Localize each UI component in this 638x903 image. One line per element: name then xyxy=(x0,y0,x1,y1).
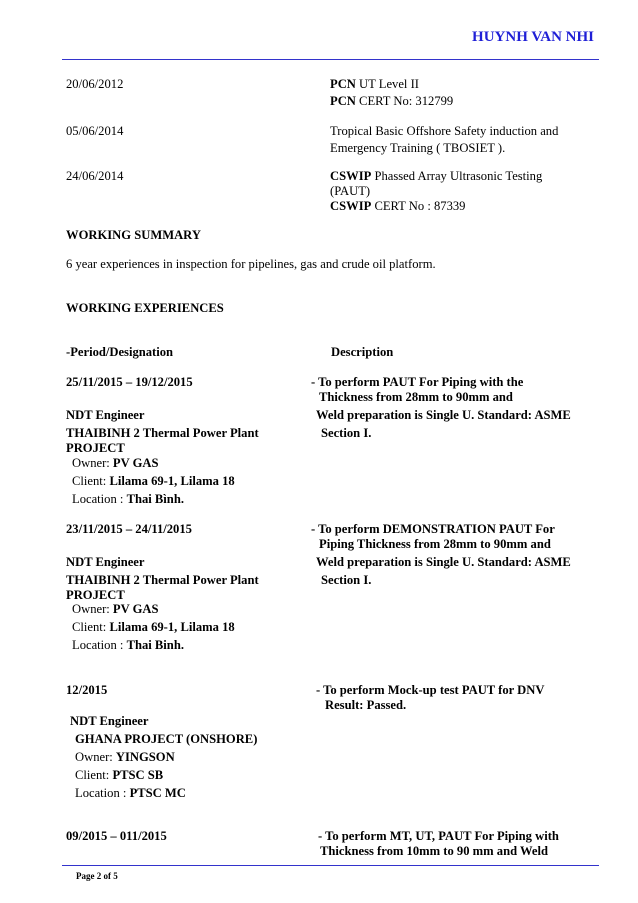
experience-owner: Owner: PV GAS xyxy=(72,602,159,616)
experience-role: NDT Engineer xyxy=(70,714,149,728)
experience-client: Client: Lilama 69-1, Lilama 18 xyxy=(72,620,235,634)
experience-period: 12/2015 xyxy=(66,683,108,697)
experience-project: PROJECT xyxy=(66,588,125,602)
cert-date: 05/06/2014 xyxy=(66,124,124,138)
experience-description: Piping Thickness from 28mm to 90mm and xyxy=(319,537,551,551)
experience-description: Thickness from 28mm to 90mm and xyxy=(319,390,513,404)
experience-location: Location : Thai Binh. xyxy=(72,638,184,652)
experience-description: Thickness from 10mm to 90 mm and Weld xyxy=(320,844,548,858)
cert-date: 24/06/2014 xyxy=(66,169,124,183)
experience-role: NDT Engineer xyxy=(66,555,145,569)
experience-description: Weld preparation is Single U. Standard: ASME xyxy=(316,408,571,422)
experience-period: 23/11/2015 – 24/11/2015 xyxy=(66,522,192,536)
cert-line: (PAUT) xyxy=(330,184,371,198)
experience-location: Location : PTSC MC xyxy=(75,786,186,800)
cert-line: CSWIP CERT No : 87339 xyxy=(330,199,466,213)
section-heading-working-summary: WORKING SUMMARY xyxy=(66,228,201,242)
experience-role: NDT Engineer xyxy=(66,408,145,422)
cert-line: PCN CERT No: 312799 xyxy=(330,94,454,108)
experience-project: THAIBINH 2 Thermal Power Plant xyxy=(66,573,259,587)
experience-location: Location : Thai Bình. xyxy=(72,492,184,506)
column-header-description: Description xyxy=(331,345,394,359)
experience-project: GHANA PROJECT (ONSHORE) xyxy=(75,732,258,746)
experience-owner: Owner: PV GAS xyxy=(72,456,159,470)
experience-period: 09/2015 – 011/2015 xyxy=(66,829,167,843)
header-rule xyxy=(62,59,599,60)
page-number: Page 2 of 5 xyxy=(76,871,118,881)
cert-line: CSWIP Phassed Array Ultrasonic Testing xyxy=(330,169,543,183)
experience-period: 25/11/2015 – 19/12/2015 xyxy=(66,375,193,389)
experience-description: - To perform Mock-up test PAUT for DNV xyxy=(316,683,545,697)
working-summary-text: 6 year experiences in inspection for pipelines, gas and crude oil platform. xyxy=(66,257,436,271)
column-header-period: -Period/Designation xyxy=(66,345,174,359)
experience-owner: Owner: YINGSON xyxy=(75,750,175,764)
resume-owner-name: HUYNH VAN NHI xyxy=(472,29,594,45)
section-heading-working-experiences: WORKING EXPERIENCES xyxy=(66,301,224,315)
experience-description: - To perform DEMONSTRATION PAUT For xyxy=(311,522,555,536)
experience-description: - To perform MT, UT, PAUT For Piping with xyxy=(318,829,559,843)
footer-rule xyxy=(62,865,599,866)
cert-line: Tropical Basic Offshore Safety induction and xyxy=(330,124,559,138)
experience-description: Section I. xyxy=(321,573,372,587)
cert-line: Emergency Training ( TBOSIET ). xyxy=(330,141,506,155)
experience-description: - To perform PAUT For Piping with the xyxy=(311,375,524,389)
experience-description: Result: Passed. xyxy=(325,698,407,712)
experience-client: Client: Lilama 69-1, Lilama 18 xyxy=(72,474,235,488)
experience-project: THAIBINH 2 Thermal Power Plant xyxy=(66,426,259,440)
experience-description: Section I. xyxy=(321,426,372,440)
experience-client: Client: PTSC SB xyxy=(75,768,164,782)
experience-description: Weld preparation is Single U. Standard: ASME xyxy=(316,555,571,569)
experience-project: PROJECT xyxy=(66,441,125,455)
cert-date: 20/06/2012 xyxy=(66,77,124,91)
cert-line: PCN UT Level II xyxy=(330,77,419,91)
